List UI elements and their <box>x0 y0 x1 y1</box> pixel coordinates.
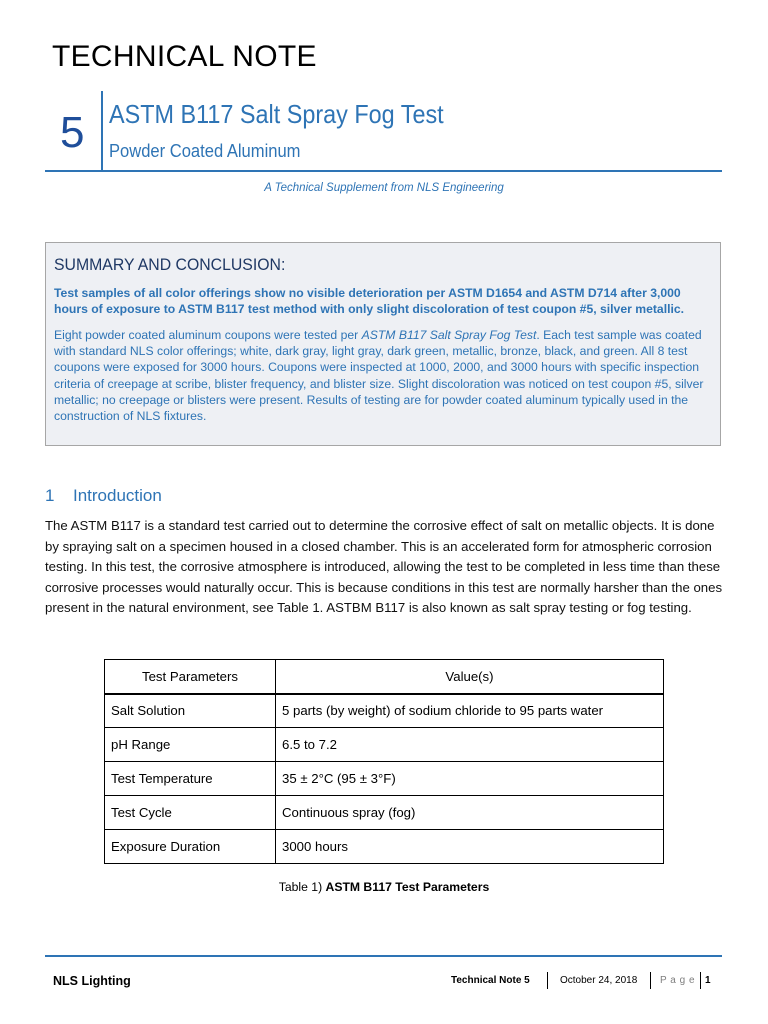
table-caption-title: ASTM B117 Test Parameters <box>325 880 490 894</box>
footer-separator <box>700 972 701 989</box>
table-header-row <box>105 660 664 694</box>
table-cell-value: 6.5 to 7.2 <box>276 728 664 762</box>
section-number: 1 <box>45 486 55 505</box>
subtitle: Powder Coated Aluminum <box>109 141 301 161</box>
summary-body-start: Eight powder coated aluminum coupons were tested per <box>54 328 362 342</box>
table-cell-parameter: Test Temperature <box>105 762 276 796</box>
summary-body-end: . Each test sample was coated with standard NLS color offerings; white, dark gray, light gray, dark green, metallic, bronze, black, and green. All 8 test coupons were exposed for 3000 hours. Coupons were inspected at 1000, 2000, and 3000 hours with specific inspection criteria of creepage at scribe, blister frequency, and blister size. Slight discoloration was noticed on test coupon #5, silver metallic; no creepage or blisters were present. Results of testing are for powder coated aluminum typically used in the construction of NLS fixtures. <box>54 328 704 424</box>
table-cell-value: 3000 hours <box>276 830 664 864</box>
footer-note-label: Technical Note 5 <box>451 975 530 986</box>
test-parameters-table <box>104 659 664 864</box>
footer-page-number: 1 <box>705 975 711 986</box>
table-row <box>105 830 664 864</box>
title-divider-horizontal <box>45 170 722 172</box>
main-title: ASTM B117 Salt Spray Fog Test <box>109 99 444 129</box>
summary-box <box>45 242 721 446</box>
note-number: 5 <box>60 108 85 157</box>
table-header-cell: Test Parameters <box>105 660 276 694</box>
summary-body-test-name: ASTM B117 Salt Spray Fog Test <box>361 328 537 342</box>
table-cell-parameter: Test Cycle <box>105 796 276 830</box>
footer-meta <box>440 972 722 990</box>
section-heading-introduction <box>45 486 162 506</box>
table-cell-parameter: Salt Solution <box>105 694 276 728</box>
title-divider-vertical <box>101 91 103 171</box>
footer-divider <box>45 955 722 957</box>
supplement-line: A Technical Supplement from NLS Engineering <box>264 182 504 194</box>
table-cell-parameter: Exposure Duration <box>105 830 276 864</box>
table-cell-value: 5 parts (by weight) of sodium chloride to 95 parts water <box>276 694 664 728</box>
footer-date: October 24, 2018 <box>560 975 638 986</box>
table-caption-prefix: Table 1) <box>278 880 326 894</box>
summary-body <box>54 327 714 424</box>
footer-company: NLS Lighting <box>53 974 131 988</box>
table-cell-value: 35 ± 2°C (95 ± 3°F) <box>276 762 664 796</box>
summary-conclusion: Test samples of all color offerings show no visible deterioration per ASTM D1654 and ASTM D714 after 3,000 hours of exposure to ASTM B117 test method with only slight discoloration of test coupon #5, silver metallic. <box>54 286 685 317</box>
document-title: TECHNICAL NOTE <box>52 40 317 73</box>
table-cell-value: Continuous spray (fog) <box>276 796 664 830</box>
introduction-paragraph: The ASTM B117 is a standard test carried out to determine the corrosive effect of salt on metallic objects. It is done by spraying salt on a specimen housed in a closed chamber. This is an accelerated form for atmospheric corrosion testing. In this test, the corrosive atmosphere is introduced, allowing the test to be completed in less time than these corrosive processes would naturally occur. This is because conditions in this test are normally harsher than the ones present in the natural environment, see Table 1. ASTBM B117 is also known as salt spray testing or fog testing. <box>45 518 723 616</box>
footer-separator <box>650 972 651 989</box>
summary-heading: SUMMARY AND CONCLUSION: <box>54 255 286 274</box>
table-row <box>105 796 664 830</box>
section-title: Introduction <box>73 486 162 505</box>
table-caption <box>0 880 768 894</box>
footer-page-label: P a g e <box>660 975 696 986</box>
table-row <box>105 694 664 728</box>
table-row <box>105 762 664 796</box>
footer-separator <box>547 972 548 989</box>
table-cell-parameter: pH Range <box>105 728 276 762</box>
table-header-cell: Value(s) <box>276 660 664 694</box>
table-row <box>105 728 664 762</box>
